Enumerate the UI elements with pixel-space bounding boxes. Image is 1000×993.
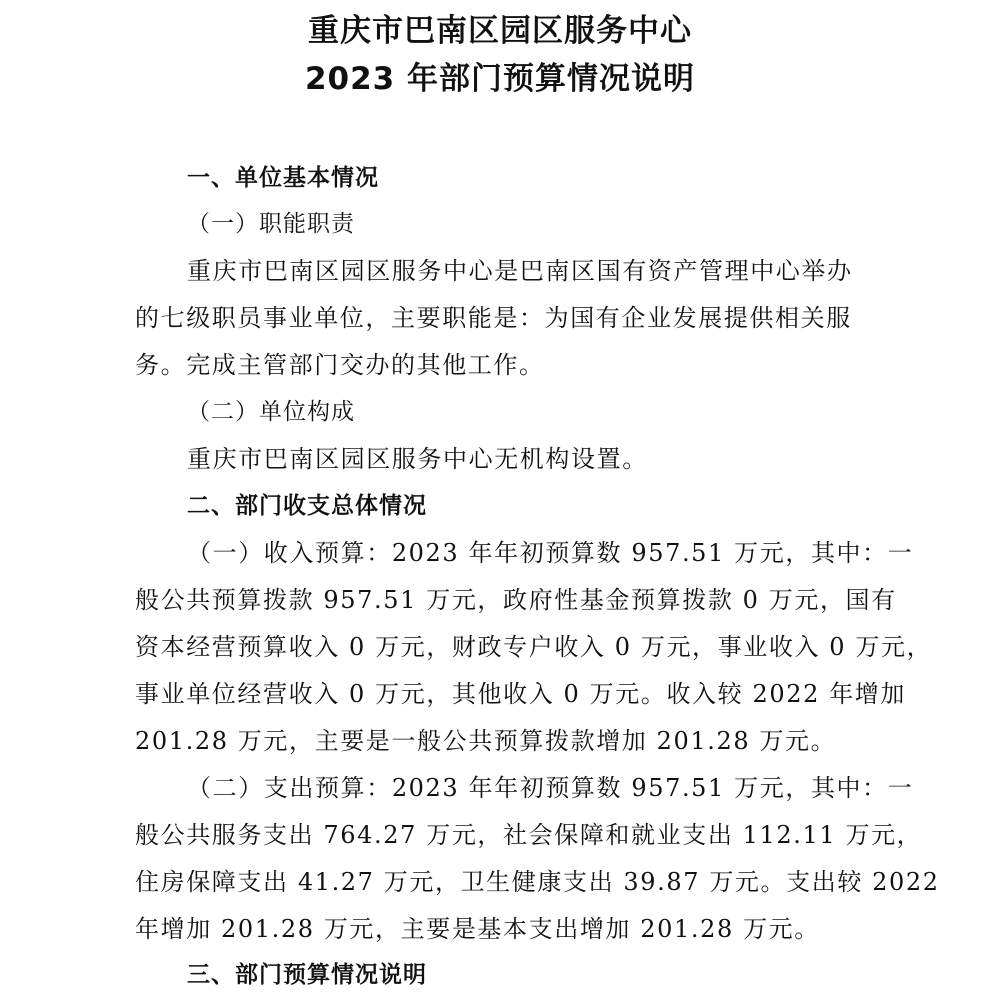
paragraph-line: 201.28 万元，主要是一般公共预算拨款增加 201.28 万元。 (135, 727, 837, 755)
paragraph-line: 事业单位经营收入 0 万元，其他收入 0 万元。收入较 2022 年增加 (135, 680, 906, 708)
paragraph-line: 重庆市巴南区园区服务中心无机构设置。 (187, 445, 648, 473)
paragraph-line: 资本经营预算收入 0 万元，财政专户收入 0 万元，事业收入 0 万元， (135, 633, 933, 661)
subsection-heading-duties: （一）职能职责 (187, 211, 355, 237)
paragraph-line (187, 771, 913, 805)
income-budget-text: 2023 年年初预算数 957.51 万元，其中：一 (391, 539, 914, 567)
expense-budget-text: 2023 年年初预算数 957.51 万元，其中：一 (391, 774, 914, 802)
subsection-heading-composition: （二）单位构成 (187, 399, 355, 425)
document-title-line1: 重庆市巴南区园区服务中心 (308, 13, 692, 49)
section-heading-3: 三、部门预算情况说明 (187, 962, 427, 988)
paragraph-line: 般公共服务支出 764.27 万元，社会保障和就业支出 112.11 万元， (135, 821, 923, 849)
section-heading-1: 一、单位基本情况 (187, 165, 379, 191)
paragraph-line: 重庆市巴南区园区服务中心是巴南区国有资产管理中心举办 (187, 257, 853, 285)
paragraph-line: 的七级职员事业单位，主要职能是：为国有企业发展提供相关服 (135, 304, 852, 332)
paragraph-line: 般公共预算拨款 957.51 万元，政府性基金预算拨款 0 万元，国有 (135, 586, 897, 614)
expense-budget-label: （二）支出预算： (187, 774, 392, 802)
document-title-line2: 2023 年部门预算情况说明 (304, 61, 696, 97)
paragraph-line: 年增加 201.28 万元，主要是基本支出增加 201.28 万元。 (135, 915, 820, 943)
paragraph-line (187, 536, 913, 570)
paragraph-line: 务。完成主管部门交办的其他工作。 (135, 351, 545, 379)
income-budget-label: （一）收入预算： (187, 539, 392, 567)
section-heading-2: 二、部门收支总体情况 (187, 493, 427, 519)
paragraph-line: 住房保障支出 41.27 万元，卫生健康支出 39.87 万元。支出较 2022 (135, 868, 940, 896)
